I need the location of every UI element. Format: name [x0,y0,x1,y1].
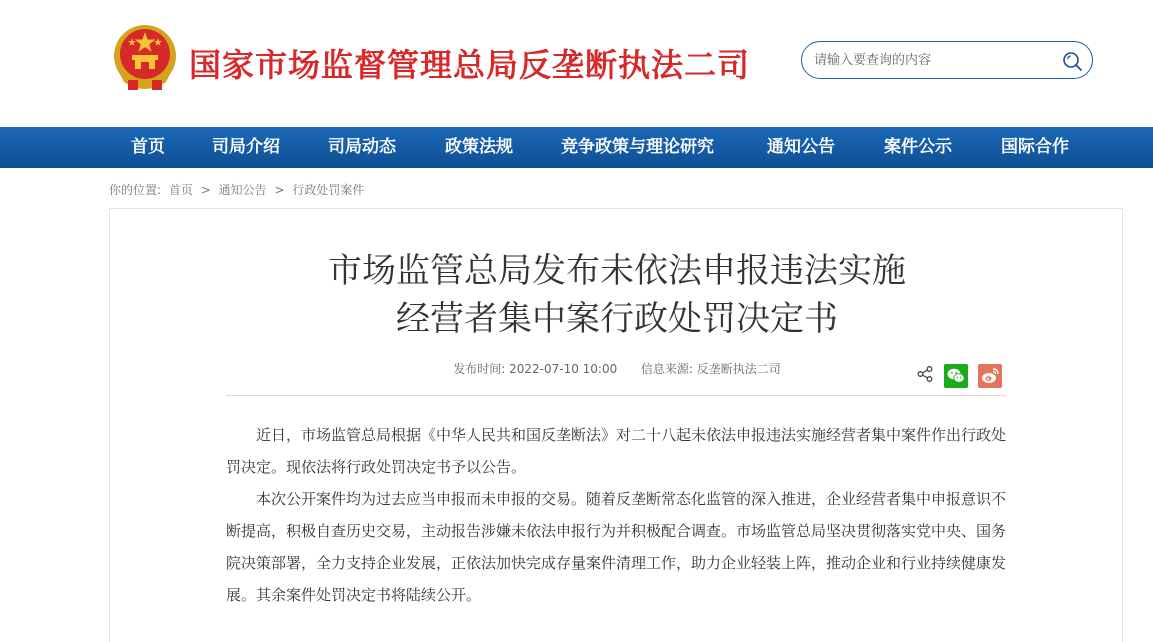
site-header [0,0,1153,127]
nav-item-about[interactable]: 司局介绍 [212,137,280,157]
site-title[interactable]: 国家市场监督管理总局反垄断执法二司 [189,46,751,84]
breadcrumb [109,181,368,198]
article-title-line1: 市场监管总局发布未依法申报违法实施 [328,251,906,291]
article-meta [110,360,1124,377]
source: 反垄断执法二司 [696,362,781,376]
share-icon[interactable] [916,365,934,383]
publish-time: 2022-07-10 10:00 [509,362,618,376]
breadcrumb-notices[interactable]: 通知公告 [218,183,267,197]
publish-time-label: 发布时间: [453,362,506,376]
search-icon[interactable] [1061,50,1083,72]
breadcrumb-label: 你的位置: [109,183,162,197]
article-panel [109,208,1123,642]
nav-item-cases[interactable]: 案件公示 [884,137,952,157]
nav-item-home[interactable]: 首页 [131,137,165,157]
nav-item-news[interactable]: 司局动态 [328,137,396,157]
article-body [226,419,1006,611]
article-paragraph: 本次公开案件均为过去应当申报而未申报的交易。随着反垄断常态化监管的深入推进，企业经营者集中申报意识不断提高，积极自查历史交易，主动报告涉嫌未依法申报行为并积极配合调查。市场监管总局坚决贯彻落实党中央、国务院决策部署，全力支持企业发展，正依法加快完成存量案件清理工作，助力企业轻装上阵，推动企业和行业持续健康发展。其余案件处罚决定书将陆续公开。 [226,490,1007,604]
weibo-icon[interactable] [978,364,1002,388]
nav-item-policy[interactable]: 政策法规 [445,137,513,157]
meta-divider [226,395,1006,396]
nav-item-international[interactable]: 国际合作 [1001,137,1069,157]
main-nav [0,127,1153,168]
article-title [110,247,1124,343]
breadcrumb-separator: > [274,183,285,197]
breadcrumb-home[interactable]: 首页 [168,183,193,197]
breadcrumb-penalty-cases[interactable]: 行政处罚案件 [292,183,365,197]
national-emblem-icon[interactable] [110,22,180,94]
search-input[interactable] [814,50,1054,70]
nav-item-research[interactable]: 竞争政策与理论研究 [561,137,714,157]
article-paragraph: 近日，市场监管总局根据《中华人民共和国反垄断法》对二十八起未依法申报违法实施经营者集中案件作出行政处罚决定。现依法将行政处罚决定书予以公告。 [226,426,1007,476]
search-box [801,41,1093,79]
article-title-line2: 经营者集中案行政处罚决定书 [396,299,838,339]
nav-item-notices[interactable]: 通知公告 [767,137,835,157]
source-label: 信息来源: [640,362,693,376]
breadcrumb-separator: > [200,183,211,197]
wechat-icon[interactable] [944,364,968,388]
